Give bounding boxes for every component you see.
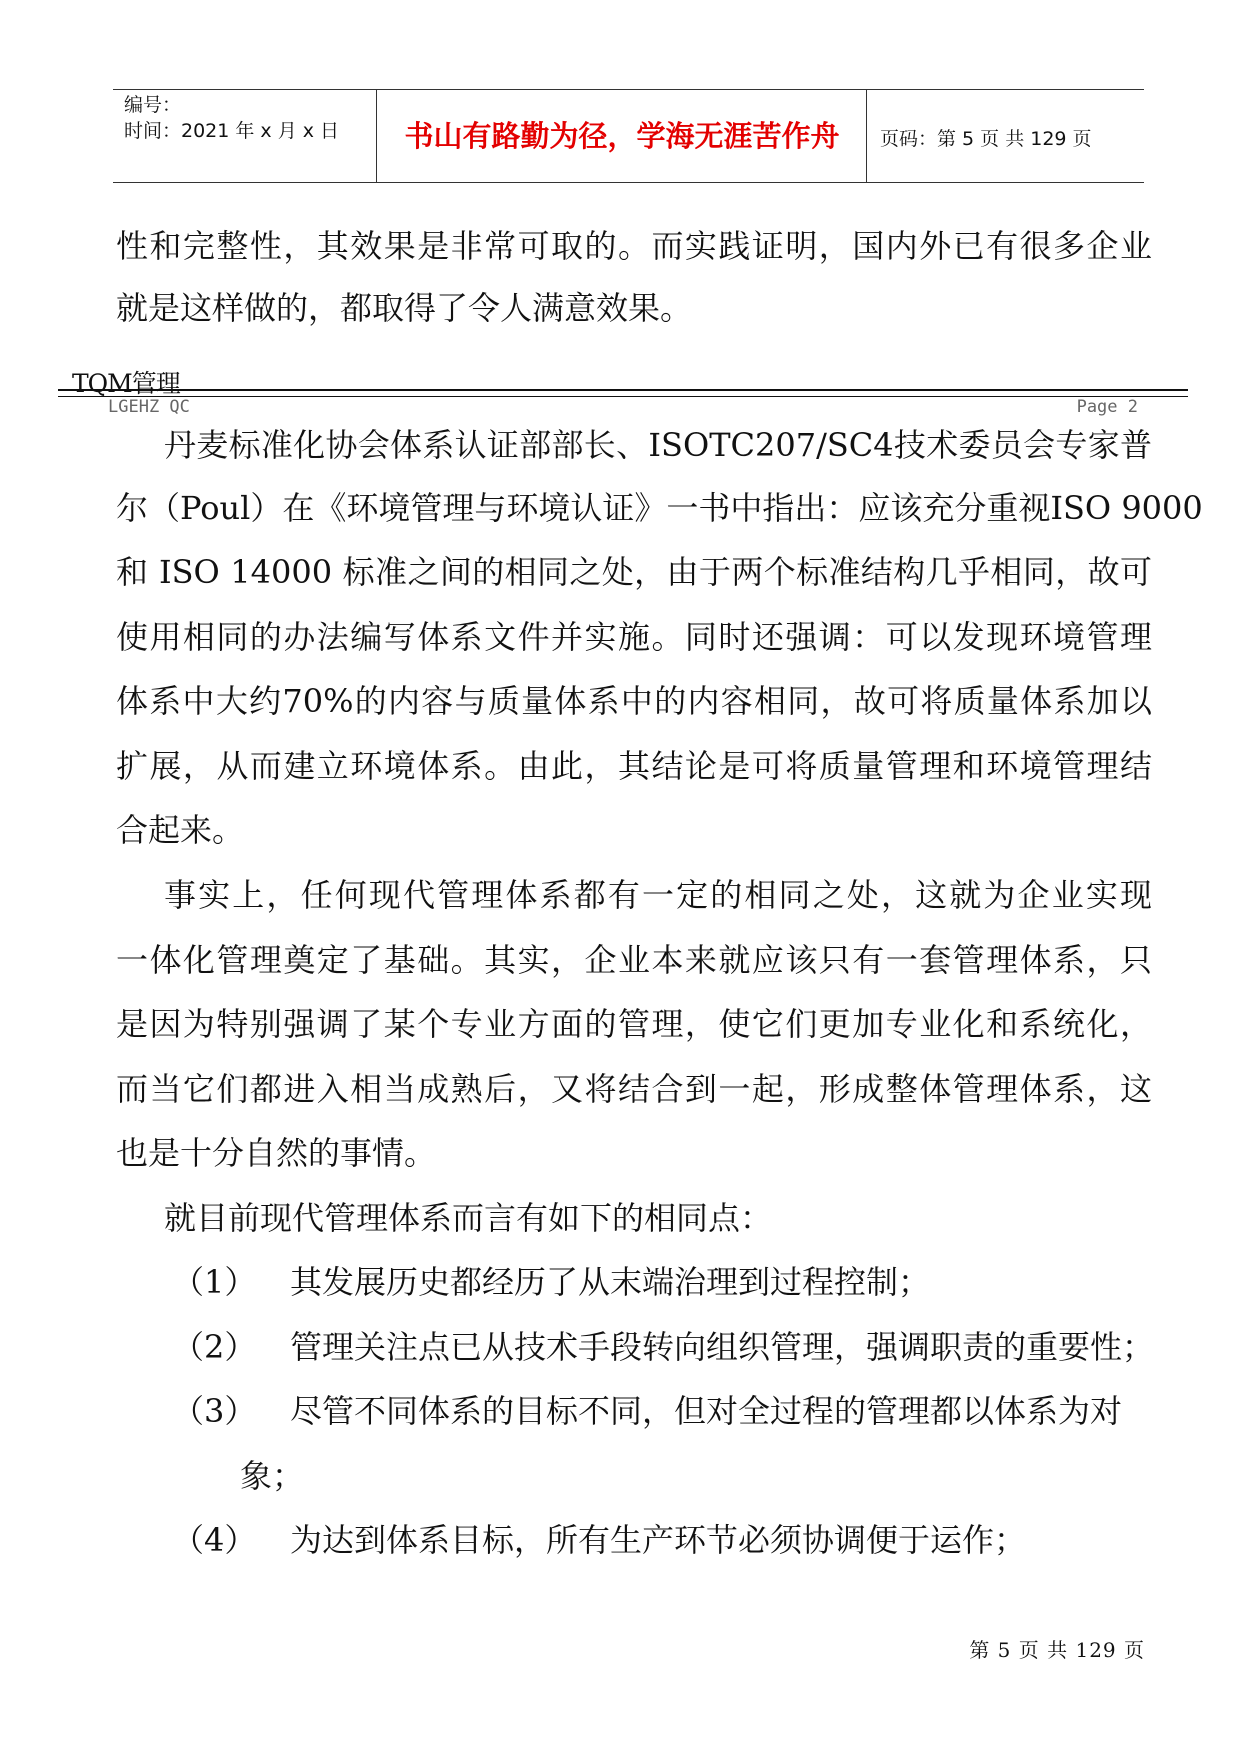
body-line: 而当它们都进入相当成熟后，又将结合到一起，形成整体管理体系，这 [116,1070,1152,1108]
body-line: 也是十分自然的事情。 [116,1134,437,1172]
running-header-title: TQM管理 [72,369,180,398]
body-line: 是因为特别强调了某个专业方面的管理，使它们更加专业化和系统化， [116,1005,1152,1043]
running-header-page: Page 2 [1076,397,1138,417]
body-line: 就目前现代管理体系而言有如下的相同点： [164,1199,773,1237]
list-item-text: 为达到体系目标，所有生产环节必须协调便于运作； [290,1521,1027,1559]
body-line: 扩展，从而建立环境体系。由此，其结论是可将质量管理和环境管理结 [116,747,1152,785]
header-divider-right [866,90,867,183]
document-time-label: 时间：2021 年 x 月 x 日 [124,120,340,142]
body-line: 丹麦标准化协会体系认证部部长、ISOTC207/SC4技术委员会专家普 [164,426,1152,464]
body-line: 性和完整性，其效果是非常可取的。而实践证明，国内外已有很多企业 [116,227,1152,265]
header-page-info: 页码：第 5 页 共 129 页 [880,128,1092,150]
list-item-text: 尽管不同体系的目标不同，但对全过程的管理都以体系为对 [290,1392,1123,1430]
body-line: 尔（Poul）在《环境管理与环境认证》一书中指出：应该充分重视ISO 9000 [116,489,1203,527]
list-number: （1） [172,1263,257,1301]
header-bottom-rule [113,182,1144,183]
body-line: 体系中大约70%的内容与质量体系中的内容相同，故可将质量体系加以 [116,682,1152,720]
document-number-label: 编号： [124,94,182,116]
page-footer: 第 5 页 共 129 页 [969,1638,1145,1662]
header-motto: 书山有路勤为径，学海无涯苦作舟 [404,119,840,153]
list-number: （3） [172,1392,257,1430]
header-meta [124,92,374,144]
list-item-continuation: 象； [240,1457,305,1495]
body-line: 和 ISO 14000 标准之间的相同之处，由于两个标准结构几乎相同，故可 [116,553,1152,591]
header-top-rule [113,89,1144,90]
body-line: 使用相同的办法编写体系文件并实施。同时还强调：可以发现环境管理 [116,618,1152,656]
list-item-text: 管理关注点已从技术手段转向组织管理，强调职责的重要性； [290,1328,1155,1366]
body-line: 合起来。 [116,811,245,849]
running-header-sub: LGEHZ QC [108,397,190,417]
running-header-rule-thin [58,396,1188,397]
body-line: 一体化管理奠定了基础。其实，企业本来就应该只有一套管理体系，只 [116,941,1152,979]
list-item-text: 其发展历史都经历了从末端治理到过程控制； [290,1263,931,1301]
running-header-rule [58,389,1188,391]
body-line: 事实上，任何现代管理体系都有一定的相同之处，这就为企业实现 [164,876,1152,914]
header-divider-left [376,90,377,183]
body-line: 就是这样做的，都取得了令人满意效果。 [116,289,693,327]
list-number: （2） [172,1328,257,1366]
list-number: （4） [172,1521,257,1559]
